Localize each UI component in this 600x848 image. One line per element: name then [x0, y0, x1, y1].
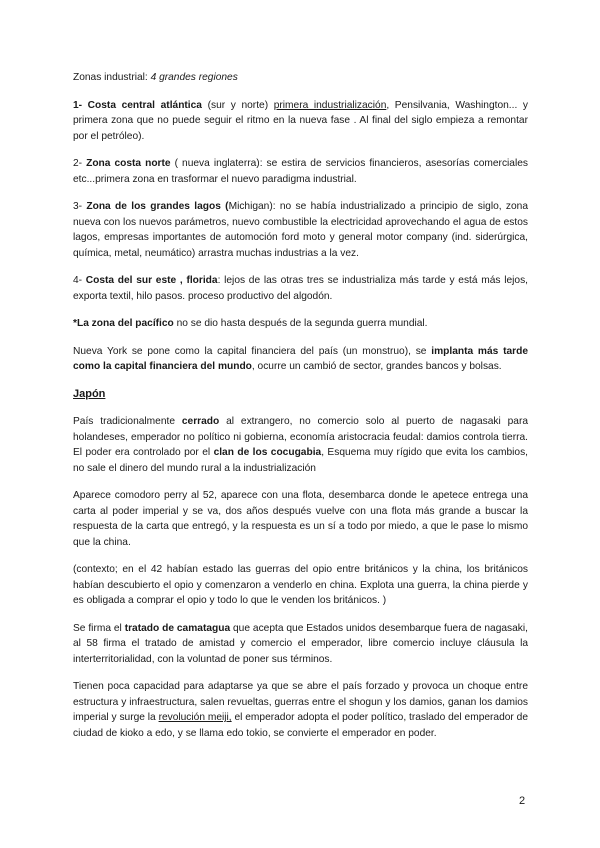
- japan-p1-bold-clan: clan de los cocugabia: [213, 447, 322, 458]
- japan-paragraph-5: [73, 679, 528, 741]
- zone-4-text: : lejos de las otras tres se industrializa más tarde y está más lejos, exporta textil, hilo pasos. proceso productivo del algodón.: [73, 275, 528, 302]
- japan-paragraph-3: (contexto; en el 42 habían estado las guerras del opio entre británicos y la china, los británicos habían descubierto el opio y comenzaron a venderlo en china. Explota una guerra, la china pierde y es obligada a comprar el opio y todo lo que le venden los británicos. ): [73, 564, 528, 606]
- japan-p5-text: Tienen poca capacidad para adaptarse ya que se abre el país forzado y provoca un choque entre estructura y infraestructura, salen revueltas, guerras entre el shogun y los damios, ganan los damios imperial y surge la: [73, 681, 528, 723]
- japan-p1-bold-closed: cerrado: [181, 416, 220, 427]
- zone-3-text: Michigan): no se había industrializado a principio de siglo, zona nueva con los nuevos parámetros, nuevo combustible la electricidad aprovechando el agua de estos lagos, empresas importantes de automoción ford moto y general motor company (ind. siderúrgica, química, metal, neumático) arrastra muchas industrias a la vez.: [73, 201, 528, 259]
- intro-label: Zonas industrial:: [73, 72, 151, 83]
- zone-1-paragraph: [73, 98, 528, 145]
- new-york-text: Nueva York se pone como la capital financiera del país (un monstruo), se: [73, 345, 432, 357]
- intro-line: [73, 70, 528, 86]
- intro-emphasis: 4 grandes regiones: [150, 72, 238, 83]
- japan-p1-text-3: , Esquema muy rígido que evita los cambios, no sale el dinero del mundo rural a la industrialización: [73, 447, 528, 474]
- page-number: 2: [519, 795, 526, 807]
- pacific-text: no se dio hasta después de la segunda guerra mundial.: [173, 318, 428, 329]
- zone-3-title: Zona de los grandes lagos (: [86, 201, 229, 212]
- zone-2-text: ( nueva inglaterra): se estira de servicios financieros, asesorías comerciales etc...primera zona en trasformar el nuevo paradigma industrial.: [73, 158, 528, 185]
- japan-p4-bold-treaty: tratado de camatagua: [124, 622, 231, 634]
- new-york-paragraph: [73, 344, 528, 375]
- zone-1-title: 1- Costa central atlántica: [73, 99, 202, 111]
- zone-2-title: Zona costa norte: [86, 158, 171, 169]
- zone-3-number: 3-: [73, 201, 87, 212]
- japan-paragraph-1: [73, 414, 528, 476]
- pacific-title: *La zona del pacífico: [73, 318, 174, 329]
- new-york-text-2: , ocurre un cambió de sector, grandes bancos y bolsas.: [251, 361, 502, 372]
- japan-p5-underlined: revolución meiji,: [158, 712, 232, 723]
- zone-2-paragraph: [73, 156, 528, 187]
- zone-4-paragraph: [73, 273, 528, 304]
- japan-p1-text-2: al extrangero, no comercio solo al puerto de nagasaki para holandeses, emperador no político ni gobierna, economía aristocracia feudal: damios controla tierra. El poder era controlado por el: [73, 416, 529, 458]
- pacific-paragraph: [73, 316, 528, 332]
- japan-p5-text-2: el emperador adopta el poder político, traslado del emperador de ciudad de kioko a edo, y se llama edo tokio, se convierte el emperador en poder.: [73, 712, 528, 739]
- zone-2-number: 2-: [73, 158, 87, 169]
- japan-paragraph-2: Aparece comodoro perry al 52, aparece con una flota, desembarca donde le apetece entrega una carta al poder imperial y se va, dos años después vuelve con una flota más grande a buscar la respuesta de la carta que entregó, y la respuesta es un sí a todo por miedo, a que le pase lo mismo que la china.: [73, 490, 528, 548]
- zone-1-underlined: primera industrialización: [273, 99, 387, 111]
- zone-4-title: Costa del sur este , florida: [85, 275, 218, 286]
- japan-paragraph-4: [73, 621, 528, 668]
- japan-p1-text: País tradicionalmente: [73, 416, 182, 427]
- zone-1-text-2: , Pensilvania, Washington... y primera zona que no puede seguir el ritmo en la nueva fase . Al final del siglo empieza a remontar por el petróleo).: [73, 99, 528, 142]
- zone-1-text: (sur y norte): [201, 99, 274, 111]
- zone-4-number: 4-: [73, 275, 86, 286]
- zone-3-paragraph: [73, 199, 528, 261]
- japan-heading: Japón: [73, 387, 106, 400]
- japan-p4-text-2: que acepta que Estados unidos desembarque fuera de nagasaki, al 58 firma el tratado de amistad y comercio el emperador, libre comercio incluye cláusula la interterritorialidad, con la voluntad de poner sus términos.: [73, 622, 528, 665]
- page-content: [73, 70, 528, 753]
- japan-p4-text: Se firma el: [73, 622, 125, 634]
- new-york-bold: implanta más tarde como la capital financiera del mundo: [73, 345, 528, 372]
